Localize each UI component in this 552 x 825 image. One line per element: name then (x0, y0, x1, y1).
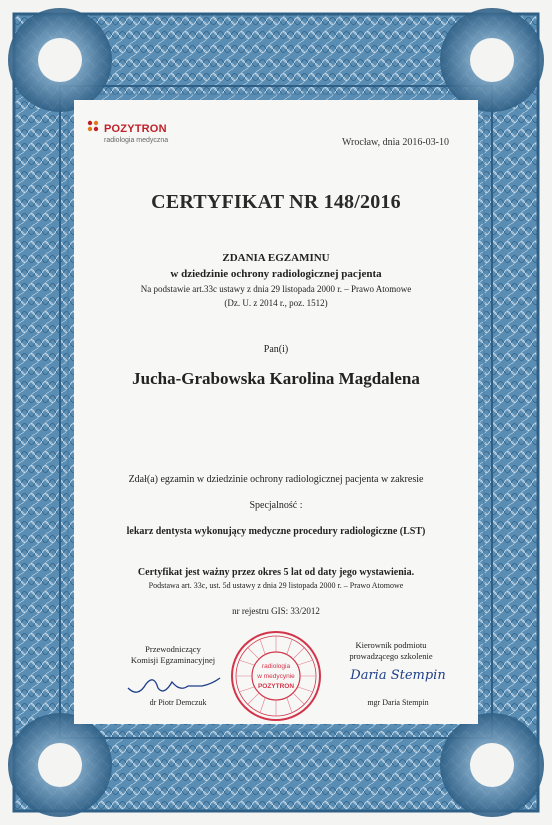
legal-basis: Na podstawie art.33c ustawy z dnia 29 listopada 2000 r. – Prawo Atomowe (140, 284, 412, 294)
salutation: Pan(i) (263, 344, 289, 355)
left-role-line2: Komisji Egzaminacyjnej (130, 655, 216, 665)
official-stamp (230, 630, 322, 722)
passed-statement: Zdał(a) egzamin w dziedzinie ochrony radiologicznej pacjenta w zakresie (128, 474, 424, 485)
legal-reference: (Dz. U. z 2014 r., poz. 1512) (224, 298, 328, 308)
exam-heading: ZDANIA EGZAMINU (222, 252, 330, 264)
exam-field: w dziedzinie ochrony radiologicznej pacjenta (170, 268, 382, 280)
right-signature-script: Daria Stempin (350, 668, 446, 683)
right-signer-name: mgr Daria Stempin (367, 698, 429, 707)
pozytron-logo (86, 119, 168, 145)
validity-statement: Certyfikat jest ważny przez okres 5 lat od daty jego wystawienia. (137, 567, 415, 578)
specialty-value: lekarz dentysta wykonujący medyczne procedury radiologiczne (LST) (126, 526, 426, 537)
left-role-line1: Przewodniczący (145, 644, 201, 654)
left-signer-name: dr Piotr Demczuk (149, 698, 207, 707)
logo-brand: POZYTRON (104, 123, 167, 135)
stamp-line2: w medycynie (257, 673, 295, 680)
right-signer-role (338, 640, 444, 662)
specialty-label: Specjalność : (249, 500, 303, 511)
logo-mark-icon (86, 119, 100, 133)
registry-number: nr rejestru GIS: 33/2012 (232, 606, 320, 616)
left-signature-mark (124, 672, 224, 698)
stamp-line1: radiologia (261, 663, 291, 670)
right-role-line1: Kierownik podmiotu (355, 640, 427, 650)
logo-tagline: radiologia medyczna (104, 137, 169, 144)
issue-date: Wrocław, dnia 2016-03-10 (342, 137, 449, 148)
left-signer-role (118, 644, 228, 666)
right-role-line2: prowadzącego szkolenie (349, 651, 433, 661)
recipient-name: Jucha-Grabowska Karolina Magdalena (132, 369, 420, 388)
stamp-line3: POZYTRON (257, 683, 295, 690)
validity-basis: Podstawa art. 33c, ust. 5d ustawy z dnia 29 listopada 2000 r. – Prawo Atomowe (148, 581, 404, 590)
certificate-title: CERTYFIKAT NR 148/2016 (151, 191, 401, 213)
